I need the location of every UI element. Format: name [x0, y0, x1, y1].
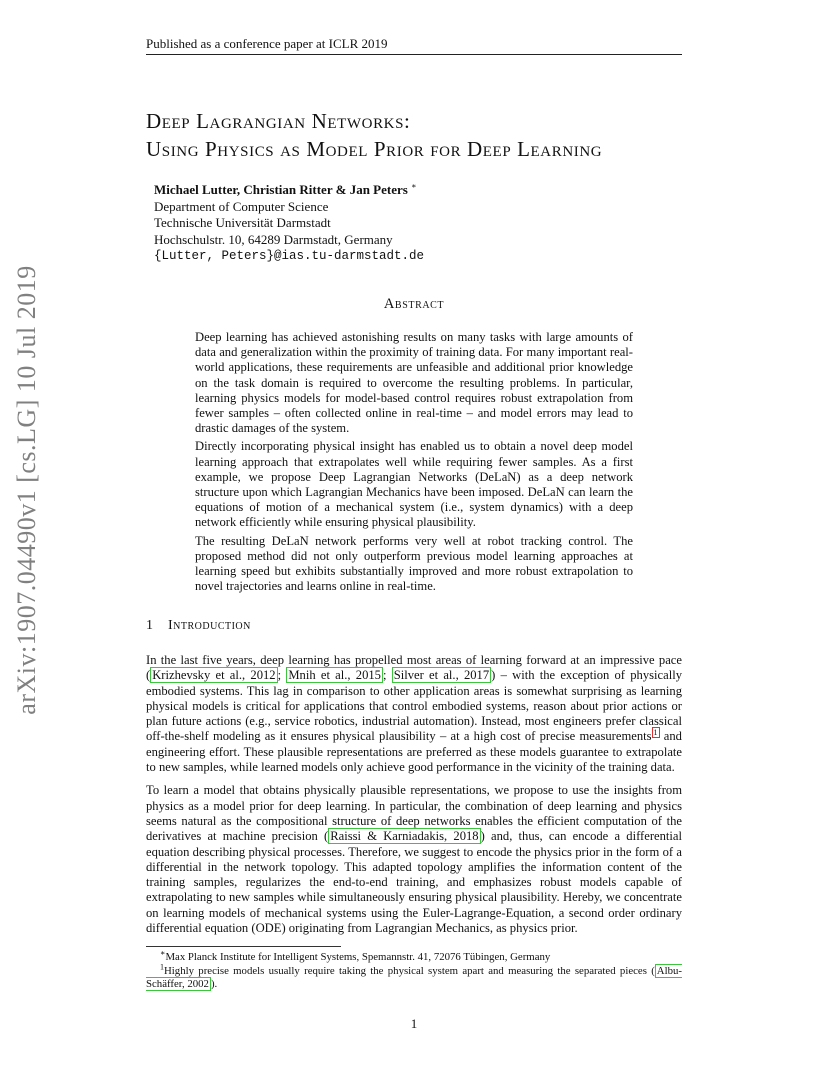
- abstract-paragraph: Directly incorporating physical insight has enabled us to obtain a novel deep model learning approach that extrapolates well while requiring fewer samples. As a first example, we propose Deep Lagrangian Networks (DeLaN) as a deep network structure upon which Lagrangian Mechanics have been imposed. DeLaN can learn the equations of motion of a mechanical system (i.e., system dynamics) with a deep network efficiently while ensuring physical plausibility.: [195, 439, 633, 530]
- body-text: and engineering effort. These plausible representations are preferred as these models guarantee to extrapolate to new samples, while learned models only achieve good performance in the vicinity of the training data.: [146, 729, 682, 775]
- footnote-mark: 1: [160, 961, 164, 971]
- section-body: [146, 653, 682, 944]
- citation-link[interactable]: Mnih et al., 2015: [288, 668, 381, 683]
- citation-link[interactable]: Silver et al., 2017: [393, 668, 490, 683]
- footnotes: [146, 948, 682, 992]
- paper-title: [146, 107, 746, 163]
- abstract-paragraph: The resulting DeLaN network performs very well at robot tracking control. The proposed method did not only outperform previous model learning approaches at learning speed but exhibits substantially improved and more robust extrapolation to novel trajectories and learns online in real-time.: [195, 533, 633, 594]
- section-title: Introduction: [168, 618, 251, 633]
- title-line-2: Using Physics as Model Prior for Deep Learning: [146, 137, 603, 161]
- footnote-1: [146, 961, 682, 992]
- body-text: ;: [382, 668, 392, 683]
- author-address: Hochschulstr. 10, 64289 Darmstadt, Germany: [154, 231, 393, 247]
- abstract-body: [195, 330, 633, 597]
- body-text: ) and, thus, can encode a differential equation describing physical processes. Therefore, we suggest to encode the physics prior in the form of a differential in the network topology. This adapted topology amplifies the information content of the training samples, regularizes the end-to-end training, and emphasizes robust models capable of extrapolating to new samples while simultaneously ensuring physical plausibility. Hereby, we concentrate on learning models of mechanical systems using the Euler-Lagrange-Equation, a second order ordinary differential equation (ODE) originating from Lagrangian Mechanics, as physics prior.: [146, 829, 682, 936]
- section-number: 1: [146, 618, 154, 633]
- footnote-mark: ∗: [160, 948, 166, 958]
- footnote-link[interactable]: 1: [653, 728, 658, 738]
- arxiv-stamp-text: arXiv:1907.04490v1 [cs.LG] 10 Jul 2019: [12, 265, 41, 715]
- page-number: 1: [410, 1016, 418, 1031]
- body-text: To learn a model that obtains physically plausible representations, we propose to use the insights from physics as a model prior for deep learning. In particular, the combination of deep learning and physics seems natural as the compositional structure of deep networks enables the efficient computation of the derivatives at machine precision (: [146, 783, 682, 844]
- citation-link[interactable]: Albu-Schäffer, 2002: [146, 964, 682, 990]
- author-footnote-mark: ∗: [411, 181, 417, 191]
- footnote-text: Max Planck Institute for Intelligent Systems, Spemannstr. 41, 72076 Tübingen, Germany: [165, 951, 551, 963]
- abstract-paragraph: Deep learning has achieved astonishing results on many tasks with large amounts of data and generalization within the proximity of training data. For many important real-world applications, these requirements are unfeasible and additional prior knowledge on the task domain is required to overcome the resulting problems. In particular, learning physics models for model-based control requires robust extrapolation from fewer samples – often collected online in real-time – and model errors may lead to drastic damages of the system.: [195, 330, 633, 436]
- arxiv-stamp: [2, 265, 52, 715]
- body-text: ) – with the exception of physically embodied systems. This lag in comparison to other application areas is somewhat surprising as learning physical models is critical for applications that control embodied systems, reason about prior actions or plan future actions (e.g., service robotics, industrial automation). Instead, most engineers prefer classical off-the-shelf modeling as it ensures physical plausibility – at a high cost of precise measurements: [146, 668, 682, 744]
- footnote-affiliation: [146, 948, 682, 965]
- footnote-text: Highly precise models usually require taking the physical system apart and measuring the separated pieces (: [164, 964, 655, 977]
- body-text: ;: [277, 668, 287, 683]
- author-department: Department of Computer Science: [154, 198, 329, 214]
- body-text: In the last five years, deep learning has propelled most areas of learning forward at an impressive pace (: [146, 653, 682, 683]
- author-block: [154, 182, 594, 265]
- body-paragraph: [146, 783, 682, 936]
- abstract-heading: Abstract: [383, 296, 445, 312]
- footnote-rule: [146, 946, 341, 947]
- citation-link[interactable]: Krizhevsky et al., 2012: [152, 668, 276, 683]
- author-names: Michael Lutter, Christian Ritter & Jan Peters: [154, 182, 408, 197]
- citation-link[interactable]: Raissi & Karniadakis, 2018: [330, 829, 479, 844]
- footnote-text: ).: [210, 978, 218, 990]
- section-heading: [146, 618, 251, 634]
- title-line-1: Deep Lagrangian Networks:: [146, 109, 411, 133]
- running-header: Published as a conference paper at ICLR 2019: [146, 36, 388, 51]
- author-email: {Lutter, Peters}@ias.tu-darmstadt.de: [154, 249, 425, 263]
- author-university: Technische Universität Darmstadt: [154, 215, 331, 230]
- header-rule: [146, 54, 682, 55]
- body-paragraph: [146, 653, 682, 775]
